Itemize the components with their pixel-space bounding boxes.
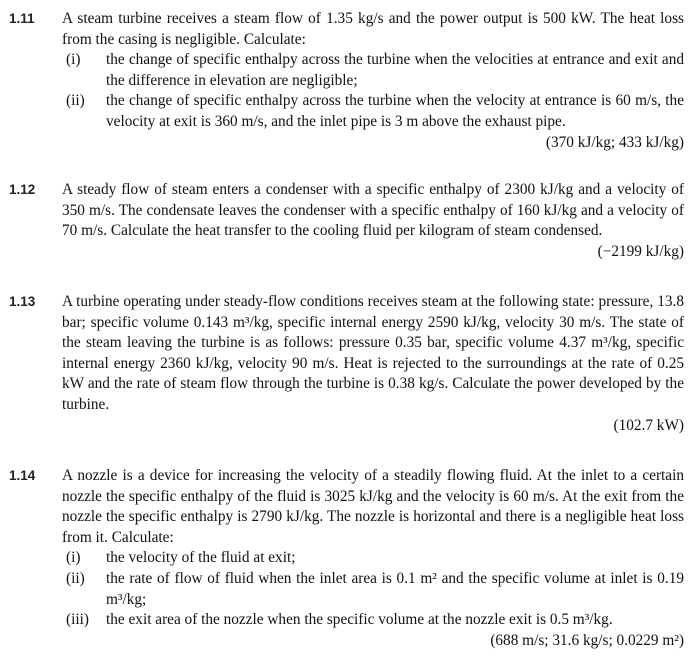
problem-statement: A steady flow of steam enters a condenser with a specific enthalpy of 2300 kJ/kg and a velocity of 350 m/s. The condensate leaves the condenser with a specific enthalpy of 160 kJ/kg and a velocity of 70 m/s. Calculate the heat transfer to the cooling fluid per kilogram of steam condensed. [62, 181, 684, 240]
sub-question [62, 610, 684, 631]
answer: (370 kJ/kg; 433 kJ/kg) [545, 133, 684, 151]
sub-question-label: (ii) [66, 569, 85, 587]
problem-statement: A nozzle is a device for increasing the velocity of a steadily flowing fluid. At the inlet to a certain nozzle the specific enthalpy of the fluid is 3025 kJ/kg and the velocity is 60 m/s. At the exit from the nozzle the specific enthalpy is 2790 kJ/kg. The nozzle is horizontal and there is a negligible heat loss from it. Calculate: [62, 467, 684, 546]
problem-body [62, 292, 684, 436]
sub-question-text: the change of specific enthalpy across the turbine when the velocities at entrance and exit and the difference in elevation are negligible; [106, 51, 684, 89]
sub-question-text: the change of specific enthalpy across the turbine when the velocity at entrance is 60 m/s, the velocity at exit is 360 m/s, and the inlet pipe is 3 m above the exhaust pipe. [106, 92, 684, 130]
sub-question-label: (i) [66, 549, 81, 567]
problem-number: 1.13 [9, 294, 36, 309]
sub-question [62, 548, 684, 569]
answer: (688 m/s; 31.6 kg/s; 0.0229 m²) [490, 631, 684, 649]
sub-question [62, 569, 684, 610]
sub-question-list [62, 50, 684, 132]
sub-question [62, 50, 684, 91]
sub-question-label: (ii) [66, 92, 85, 110]
problem-number: 1.12 [9, 182, 36, 197]
sub-question-text: the rate of flow of fluid when the inlet area is 0.1 m² and the specific volume at inlet is 0.19 m³/kg; [106, 569, 684, 608]
sub-question-list [62, 548, 684, 630]
problem-statement: A steam turbine receives a steam flow of 1.35 kg/s and the power output is 500 kW. The heat loss from the casing is negligible. Calculate: [62, 10, 684, 48]
problem-body [62, 9, 684, 153]
answer: (−2199 kJ/kg) [597, 242, 684, 260]
sub-question-label: (iii) [66, 611, 89, 629]
problem-number: 1.11 [9, 11, 35, 26]
sub-question-text: the exit area of the nozzle when the specific volume at the nozzle exit is 0.5 m³/kg. [106, 611, 613, 629]
sub-question-label: (i) [66, 51, 81, 69]
problem-statement: A turbine operating under steady-flow conditions receives steam at the following state: pressure, 13.8 bar; specific volume 0.143 m³/kg, specific internal energy 2590 kJ/kg, velocity 30 m/s. The state of the steam leaving the turbine is as follows: pressure 0.35 bar, specific volume 4.37 m³/kg, specific internal energy 2360 kJ/kg, velocity 90 m/s. Heat is rejected to the surroundings at the rate of 0.25 kW and the rate of steam flow through the turbine is 0.38 kg/s. Calculate the power developed by the turbine. [62, 293, 684, 413]
problem-number: 1.14 [9, 468, 36, 483]
problem-body [62, 466, 684, 651]
problem-body [62, 180, 684, 262]
sub-question-text: the velocity of the fluid at exit; [106, 549, 296, 567]
answer: (102.7 kW) [613, 416, 684, 434]
sub-question [62, 91, 684, 132]
